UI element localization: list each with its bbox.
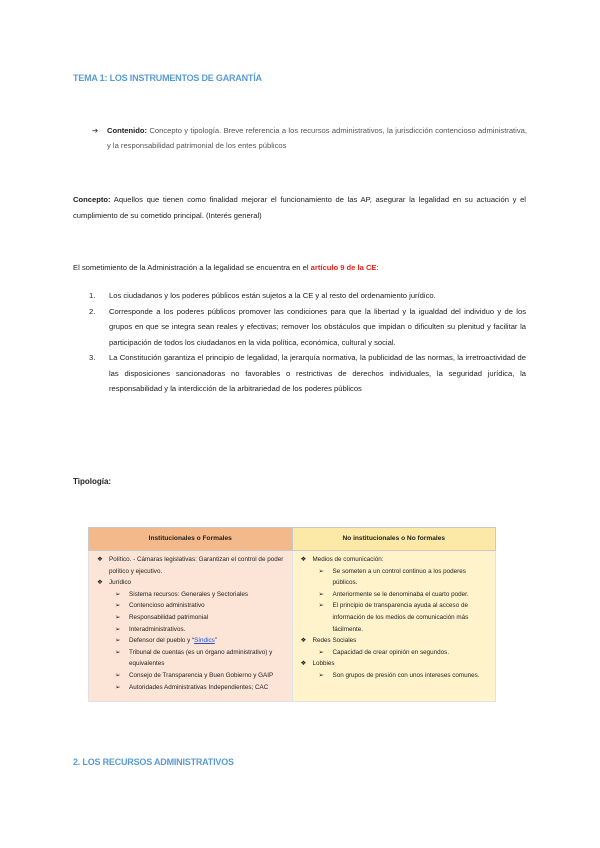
list-item bbox=[293, 647, 496, 659]
list-text: Se someten a un control continuo a los poderes públicos. bbox=[332, 567, 466, 587]
tipologia-table bbox=[88, 527, 496, 702]
arrow-bullet-icon: ➢ bbox=[318, 671, 324, 679]
contenido-label: Contenido: bbox=[107, 126, 148, 135]
politico-text: Político. - Cámaras legislativas: Garantizan el control de poder político y ejecutivo. bbox=[109, 556, 284, 575]
juridico-text: Jurídico bbox=[109, 579, 132, 587]
arrow-bullet-icon: ➢ bbox=[115, 590, 121, 598]
list-item bbox=[293, 589, 496, 601]
list-item bbox=[89, 635, 292, 647]
header-no-institucionales: No institucionales o No formales bbox=[292, 528, 496, 551]
list-text: Defensor del pueblo y “ bbox=[129, 637, 195, 645]
lobbies-text: Lobbies bbox=[312, 660, 335, 668]
list-item bbox=[293, 554, 496, 566]
diamond-bullet-icon: ❖ bbox=[300, 637, 307, 645]
list-item bbox=[89, 350, 526, 397]
list-item bbox=[89, 600, 292, 612]
articulo-9-highlight: artículo 9 de la CE bbox=[310, 263, 377, 272]
diamond-bullet-icon: ❖ bbox=[300, 660, 307, 668]
list-text: Autoridades Administrativas Independientes; CAC bbox=[129, 683, 269, 691]
header-institucionales: Institucionales o Formales bbox=[89, 528, 293, 551]
list-text: Consejo de Transparencia y Buen Gobierno y GAIP bbox=[129, 671, 274, 679]
list-text: Capacidad de crear opinión en segundos. bbox=[332, 648, 450, 656]
concepto-block bbox=[73, 192, 526, 224]
list-text: Anteriormente se le denominaba el cuarto poder. bbox=[332, 590, 469, 598]
arrow-bullet-icon: ➢ bbox=[115, 602, 121, 610]
list-text: Responsabilidad patrimonial bbox=[129, 613, 209, 621]
arrow-bullet-icon: ➢ bbox=[115, 637, 121, 645]
list-text: Los ciudadanos y los poderes públicos están sujetos a la CE y al resto del ordenamiento jurídico. bbox=[109, 291, 436, 300]
section-2-heading: 2. LOS RECURSOS ADMINISTRATIVOS bbox=[73, 757, 234, 767]
list-item bbox=[293, 600, 496, 635]
arrow-bullet-icon: ➢ bbox=[318, 648, 324, 656]
list-number: 3. bbox=[89, 353, 96, 362]
institucionales-cell bbox=[89, 551, 293, 702]
list-number: 2. bbox=[89, 306, 96, 316]
concepto-text: Aquellos que tienen como finalidad mejorar el funcionamiento de las AP, asegurar la legalidad en su actuación y el cumplimiento de su cometido principal. (Interés general) bbox=[73, 195, 526, 220]
arrow-bullet-icon: ➢ bbox=[318, 567, 324, 575]
list-item bbox=[89, 554, 292, 577]
arrow-bullet-icon: ➢ bbox=[115, 613, 121, 621]
list-item bbox=[89, 589, 292, 601]
contenido-block bbox=[92, 123, 527, 153]
sometimiento-text: El sometimiento de la Administración a la legalidad se encuentra en el bbox=[73, 263, 311, 272]
list-item bbox=[89, 647, 292, 670]
list-item bbox=[89, 624, 292, 636]
no-institucionales-cell bbox=[292, 551, 496, 702]
list-item bbox=[89, 612, 292, 624]
list-item bbox=[89, 288, 526, 304]
list-item bbox=[293, 635, 496, 647]
medios-text: Medios de comunicación: bbox=[312, 556, 384, 563]
list-number: 1. bbox=[89, 291, 96, 300]
arrow-bullet-icon: ➢ bbox=[115, 625, 121, 633]
sometimiento-end: : bbox=[376, 263, 379, 272]
page-title: TEMA 1: LOS INSTRUMENTOS DE GARANTÍA bbox=[73, 73, 262, 83]
arrow-bullet-icon: ➢ bbox=[318, 590, 324, 598]
list-text: Contencioso administrativo bbox=[129, 602, 205, 610]
list-item bbox=[293, 658, 496, 670]
sometimiento-paragraph bbox=[73, 261, 526, 274]
arrow-icon: ➔ bbox=[92, 126, 99, 135]
list-item bbox=[293, 566, 496, 589]
article-list bbox=[89, 288, 526, 397]
list-text: Corresponde a los poderes públicos promover las condiciones para que la libertad y la igualdad del individuo y de los grupos en que se integra sean reales y efectivas; remover los obstáculos que impidan o dificulten su plenitud y facilitar la participación de todos los ciudadanos en la vida política, económica, cultural y social. bbox=[109, 306, 526, 347]
list-text: La Constitución garantiza el principio de legalidad, la jerarquía normativa, la publicidad de las normas, la irretroactividad de las disposiciones sancionadoras no favorables o restrictivas de derechos individuales, la seguridad jurídica, la responsabilidad y la interdicción de la arbitrariedad de los poderes públicos bbox=[109, 353, 526, 393]
tipologia-heading: Tipología: bbox=[73, 477, 112, 486]
list-item bbox=[89, 670, 292, 682]
arrow-bullet-icon: ➢ bbox=[115, 648, 121, 656]
list-item bbox=[89, 577, 292, 589]
sindics-close: ” bbox=[214, 637, 217, 645]
sindics-link[interactable]: Síndics bbox=[194, 637, 215, 645]
contenido-text: Concepto y tipología. Breve referencia a los recursos administrativos, la jurisdicción contencioso administrativa, y la responsabilidad patrimonial de los entes públicos bbox=[107, 126, 527, 150]
concepto-label: Concepto: bbox=[73, 195, 111, 204]
diamond-bullet-icon: ❖ bbox=[97, 556, 103, 563]
list-text: Interadministrativos. bbox=[129, 625, 186, 633]
diamond-bullet-icon: ❖ bbox=[97, 579, 103, 587]
list-item bbox=[89, 304, 526, 351]
list-item bbox=[293, 670, 496, 682]
redes-text: Redes Sociales bbox=[312, 637, 357, 645]
arrow-bullet-icon: ➢ bbox=[318, 602, 324, 610]
list-text: El principio de transparencia ayuda al acceso de información de los medios de comunicación más fácilmente. bbox=[332, 602, 469, 633]
list-text: Son grupos de presión con unos intereses comunes. bbox=[332, 671, 480, 679]
diamond-bullet-icon: ❖ bbox=[300, 556, 307, 563]
arrow-bullet-icon: ➢ bbox=[115, 683, 121, 691]
list-item bbox=[89, 682, 292, 694]
arrow-bullet-icon: ➢ bbox=[115, 671, 121, 679]
list-text: Tribunal de cuentas (es un órgano administrativo) y equivalentes bbox=[129, 648, 273, 668]
list-text: Sistema recursos: Generales y Sectoriales bbox=[129, 590, 248, 598]
